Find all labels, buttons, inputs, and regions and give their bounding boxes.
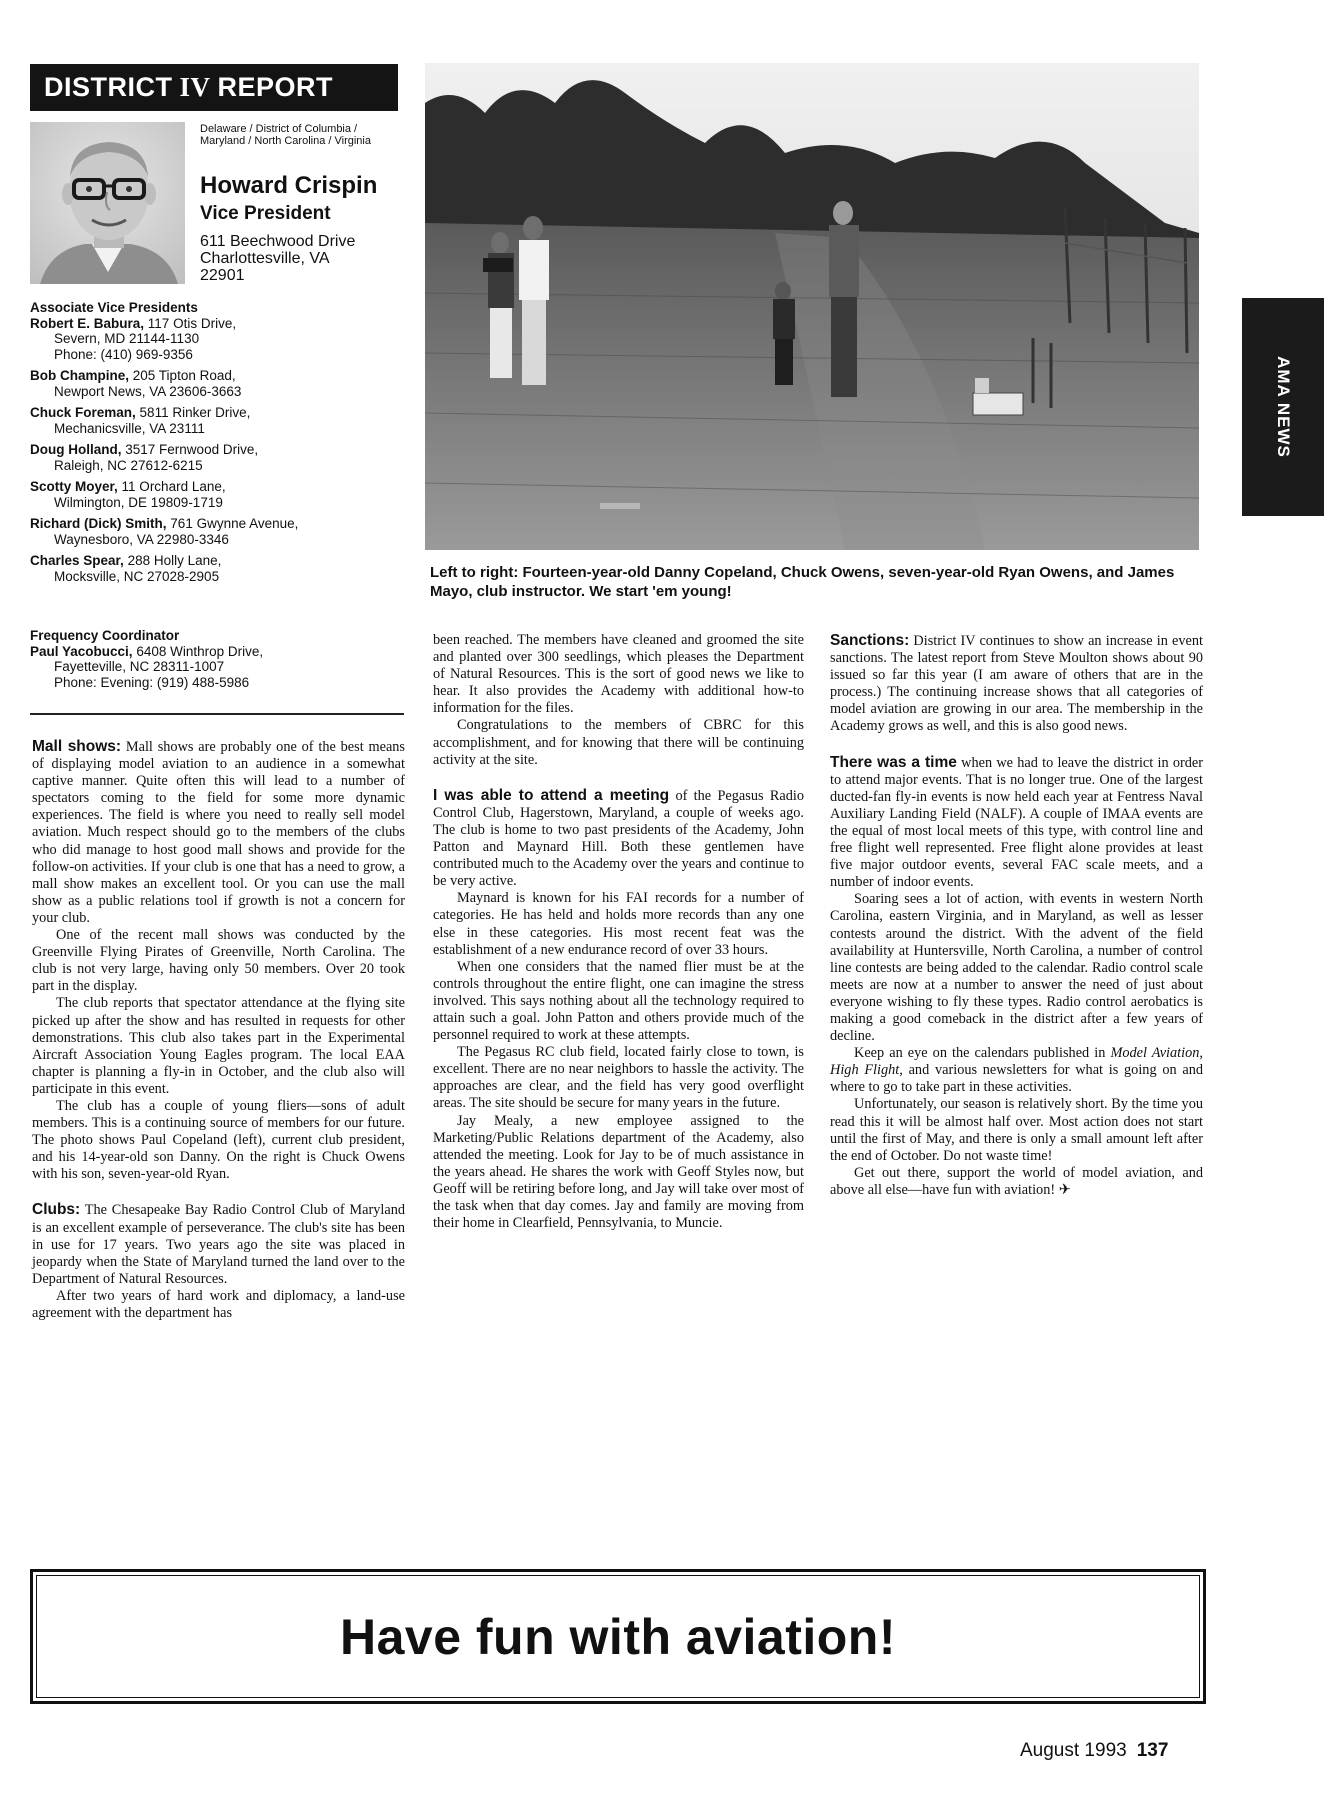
associate-vp-entry [30,479,410,510]
associate-vp-entry [30,553,410,584]
slogan-box [30,1569,1206,1704]
page-footer [1020,1740,1168,1762]
associate-vp-heading: Associate Vice Presidents [30,300,198,315]
paragraph [830,754,1203,892]
photo-caption: Left to right: Fourteen-year-old Danny Copeland, Chuck Owens, seven-year-old Ryan Owens, and James Mayo, club instructor. We start 'em young! [430,564,1175,600]
associate-vp-phone: Phone: (410) 969-9356 [54,346,193,362]
associate-vp-street: 11 Orchard Lane, [121,479,226,494]
paragraph [830,1165,1203,1199]
frequency-coordinator-name: Paul Yacobucci, [30,643,133,659]
publication-titles: Model Aviation, High Flight, [830,1045,1203,1079]
paragraph: been reached. The members have cleaned and groomed the site and planted over 300 seedlings, which pleases the Department of Natural Resources. This is the sort of good news we like to hear. It also provides the Academy with additional how-to information for the files. [433,632,804,717]
paragraph [830,632,1203,736]
banner-title-report: REPORT [217,72,334,102]
side-tab-label: AMA NEWS [1274,356,1293,458]
paragraph-text: of the Pegasus Radio Control Club, Hagerstown, Maryland, a couple of weeks ago. The club is home to two past presidents of the Academy, John Patton and Maynard Hill. Both these gentlemen have contributed much to the Academy over the years and continue to be very active. [433,787,805,890]
paragraph: Soaring sees a lot of action, with events in western North Carolina, eastern Virginia, and in Maryland, as well as lesser contests around the district. With the advent of the field availability at Huntersville, North Carolina, a number of control line contests are being added to the calendar. Radio control scale meets are now at a number to answer the need of just about everyone wishing to fly these types. Radio control aerobatics is making a good comeback in the district after a few years of decline. [830,891,1203,1045]
paragraph: Congratulations to the members of CBRC for this accomplishment, and for knowing that there will be continuing activity at the site. [433,717,804,768]
paragraph-text: The Chesapeake Bay Radio Control Club of Maryland is an excellent example of perseverance. The club's site has been in use for 17 years. Two years ago the site was placed in jeopardy when the State of Maryland turned the land over to the Department of Natural Resources. [32,1202,405,1287]
section-side-tab [1242,298,1324,516]
paragraph-lead: Clubs: [32,1201,81,1219]
paragraph: After two years of hard work and diplomacy, a land-use agreement with the department has [32,1287,405,1321]
vp-portrait-photo [30,122,185,284]
field-photo [425,63,1199,550]
associate-vp-street: 205 Tipton Road, [132,368,236,383]
associate-vp-name: Richard (Dick) Smith, [30,516,167,531]
slogan-box-inner [36,1575,1200,1698]
article-column-1 [32,738,405,1322]
paragraph: When one considers that the named flier must be at the controls throughout the entire flight, one can imagine the stress involved. This says nothing about all the technology required to attain such a goal. John Patton and others provide much of the personnel required to work at these attempts. [433,958,804,1044]
associate-vp-street: 288 Holly Lane, [127,553,222,568]
paragraph: The club reports that spectator attendance at the flying site picked up after the show and has resulted in requests for other demonstrations. This club also takes part in the Experimental Aircraft Association Young Eagles program. The local EAA chapter is planning a fly-in in October, and the club also will participate in this event. [32,995,405,1097]
associate-vp-name: Scotty Moyer, [30,479,118,494]
associate-vp-entry [30,368,410,399]
vp-address-line: 611 Beechwood Drive [200,233,356,250]
associate-vp-name: Chuck Foreman, [30,405,136,420]
sidebar-divider [30,713,404,715]
frequency-coordinator-street: 6408 Winthrop Drive, [136,643,264,659]
paragraph: The Pegasus RC club field, located fairly close to town, is excellent. There are no near neighbors to hassle the activity. The approaches are clear, and the field has very good overflight areas. The site should be secure for many years in the future. [433,1044,804,1112]
vp-address [200,233,355,284]
associate-vp-name: Doug Holland, [30,442,122,457]
district-states: Delaware / District of Columbia / Maryland / North Carolina / Virginia [200,123,371,147]
paragraph-text: Mall shows are probably one of the best means of displaying model aviation to an audience in a somewhat captive manner. Quite often this will lead to a number of spectators coming to the field for some more dynamic experiences. The field is where you need to really sell model aviation. Much respect should go to the members of the clubs who did manage to host good mall shows and provide for the follow-on activities. If your club is one that has a need to grow, a mall show makes an excellent tool. Or you can use the mall show as a public relations tool if growth is not a concern for your club. [32,739,405,926]
paragraph [32,1201,405,1287]
vp-title: Vice President [200,203,331,224]
paragraph: Maynard is known for his FAI records for a number of categories. He has held and holds more records than any one else in these categories. His most recent feat was the establishment of a new endurance record of over 33 hours. [433,890,804,958]
paragraph-text: and various newsletters for what is going on and where to go to take part in these activities. [830,1062,1203,1096]
paragraph-lead: I was able to attend a meeting [433,786,670,804]
slogan-text: Have fun with aviation! [339,1608,896,1665]
vp-address-line: 22901 [200,267,245,284]
associate-vp-name: Charles Spear, [30,553,124,568]
paragraph [830,1045,1203,1096]
paragraph: Jay Mealy, a new employee assigned to the Marketing/Public Relations department of the Academy, also attended the meeting. Look for Jay to be of much assistance in the years ahead. He shares the work with Geoff Styles now, but Geoff will be retiring before long, and Jay will take over most of the task when that day comes. Jay and family are moving from their home in Clearfield, Pennsylvania, to Muncie. [433,1112,804,1232]
vp-address-line: Charlottesville, VA [200,250,330,267]
associate-vp-name: Bob Champine, [30,368,130,383]
paragraph-lead: Mall shows: [32,738,122,755]
frequency-coordinator-phone: Phone: Evening: (919) 488-5986 [54,674,250,690]
associate-vp-entry [30,516,410,547]
associate-vp-street: 761 Gwynne Avenue, [170,516,299,531]
article-column-2 [433,632,804,1232]
frequency-coordinator [30,628,410,690]
frequency-coordinator-heading: Frequency Coordinator [30,628,180,643]
associate-vp-city: Newport News, VA 23606-3663 [54,383,242,399]
associate-vp-city: Severn, MD 21144-1130 [54,331,200,346]
associate-vp-entry [30,442,410,473]
paragraph-lead: Sanctions: [830,632,910,649]
associate-vp-entry [30,316,410,363]
paragraph-lead: There was a time [830,753,957,771]
associate-vp-list [30,300,410,590]
associate-vp-street: 117 Otis Drive, [147,315,237,331]
paragraph-text: Get out there, support the world of model aviation, and above all else—have fun with aviation! [830,1164,1203,1198]
associate-vp-entry [30,405,410,436]
paragraph-text: when we had to leave the district in order to attend major events. That is no longer true. One of the largest ducted-fan fly-in events is now held each year at Fentress Naval Auxiliary Landing Field (NALF). A couple of IMAA events are the equal of most local meets of this type, with control line and free flight well represented. Free flight alone provides at least five major outdoor events, several FAC scale meets, and a number of indoor events. [830,754,1203,891]
paragraph: Unfortunately, our season is relatively short. By the time you read this it will be almost half over. Most action does not start until the first of May, and there is only a small amount left after the end of October. Do not waste time! [830,1096,1203,1164]
frequency-coordinator-city: Fayetteville, NC 28311-1007 [54,659,225,674]
banner-title-numeral: IV [179,72,211,102]
associate-vp-name: Robert E. Babura, [30,315,145,331]
banner-title-district: DISTRICT [44,72,173,102]
paragraph-text: District IV continues to show an increase in event sanctions. The latest report from Steve Moulton shows about 90 issued so far this year (I am aware of others that are in the process.) The continuing increase shows that all categories of model aviation are growing in our area. The membership in the Academy grows as well, and this is also good news. [830,633,1203,735]
vp-name: Howard Crispin [200,172,378,199]
paragraph [32,738,405,927]
page-number: 137 [1136,1740,1169,1761]
end-mark-icon: ✈ [1058,1181,1071,1198]
paragraph: The club has a couple of young fliers—sons of adult members. This is a continuing source of members for our future. The photo shows Paul Copeland (left), current club president, and his 14-year-old son Danny. On the right is Chuck Owens with his son, seven-year-old Ryan. [32,1097,405,1183]
associate-vp-city: Wilmington, DE 19809-1719 [54,494,223,510]
associate-vp-street: 5811 Rinker Drive, [139,405,251,420]
associate-vp-city: Raleigh, NC 27612-6215 [54,457,203,473]
paragraph [433,787,804,891]
associate-vp-city: Mechanicsville, VA 23111 [54,420,205,436]
article-column-3 [830,632,1203,1199]
associate-vp-street: 3517 Fernwood Drive, [125,442,259,457]
paragraph: One of the recent mall shows was conducted by the Greenville Flying Pirates of Greenville, North Carolina. The club is not very large, having only 50 members. Over 20 took part in the display. [32,927,405,995]
associate-vp-city: Mocksville, NC 27028-2905 [54,568,220,584]
paragraph-text: Keep an eye on the calendars published in [854,1045,1111,1062]
issue-date: August 1993 [1020,1740,1127,1761]
associate-vp-city: Waynesboro, VA 22980-3346 [54,531,229,547]
section-banner [30,64,398,111]
